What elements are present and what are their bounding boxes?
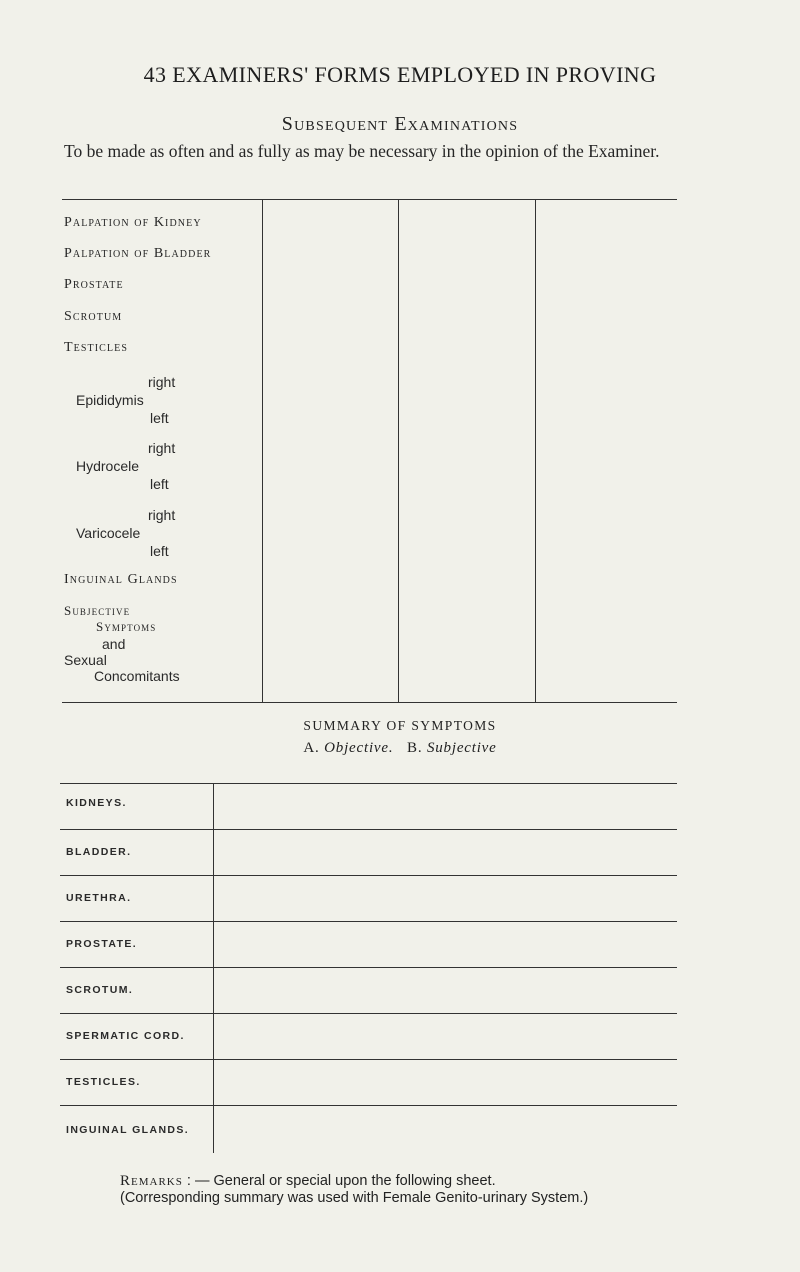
row-label-prostate: Prostate bbox=[64, 277, 124, 292]
summary-row-label: TESTICLES. bbox=[66, 1076, 141, 1088]
varicocele-right: right bbox=[148, 507, 176, 523]
summary-b-prefix: B. bbox=[407, 740, 423, 756]
summary-a-label: Objective. bbox=[324, 740, 394, 756]
column-divider bbox=[398, 199, 399, 702]
summary-b-label: Subjective bbox=[426, 740, 497, 756]
summary-row-label: INGUINAL GLANDS. bbox=[66, 1124, 190, 1136]
table-bottom-rule bbox=[62, 702, 677, 703]
remarks-line bbox=[120, 1173, 740, 1190]
summary-row-rule bbox=[60, 1059, 677, 1060]
table-top-rule bbox=[62, 199, 677, 200]
summary-row-label: KIDNEYS. bbox=[66, 797, 127, 809]
summary-title: SUMMARY OF SYMPTOMS bbox=[303, 718, 497, 733]
summary-row-label: URETHRA. bbox=[66, 892, 132, 904]
column-divider bbox=[262, 199, 263, 702]
summary-top-rule bbox=[60, 783, 677, 784]
summary-row-label: PROSTATE. bbox=[66, 938, 138, 950]
intro-paragraph: To be made as often and as fully as may be necessary in the opinion of the Examiner. bbox=[64, 141, 660, 161]
section-heading: Subsequent Examinations bbox=[281, 113, 519, 135]
row-label-scrotum: Scrotum bbox=[64, 309, 123, 324]
remarks bbox=[120, 1173, 740, 1207]
summary-row-rule bbox=[60, 967, 677, 968]
summary-row-rule bbox=[60, 875, 677, 876]
summary-row-label: BLADDER. bbox=[66, 846, 132, 858]
row-label-inguinal: Inguinal Glands bbox=[64, 572, 178, 587]
epididymis-right: right bbox=[148, 374, 176, 390]
hydrocele-left: left bbox=[150, 476, 169, 492]
row-label-kidney: Palpation of Kidney bbox=[64, 215, 202, 230]
remarks-text: : — General or special upon the following sheet. bbox=[186, 1173, 496, 1189]
row-label-bladder: Palpation of Bladder bbox=[64, 246, 212, 261]
epididymis-left: left bbox=[150, 410, 169, 426]
summary-row-rule bbox=[60, 1105, 677, 1106]
varicocele-label: Varicocele bbox=[76, 525, 141, 541]
hydrocele-right: right bbox=[148, 440, 176, 456]
subjective-line2: Symptoms bbox=[96, 619, 157, 634]
summary-row-rule bbox=[60, 921, 677, 922]
row-label-testicles: Testicles bbox=[64, 340, 129, 355]
varicocele-left: left bbox=[150, 543, 169, 559]
epididymis-label: Epididymis bbox=[76, 392, 144, 408]
hydrocele-label: Hydrocele bbox=[76, 458, 140, 474]
summary-column-divider bbox=[213, 783, 214, 1153]
summary-row-label: SCROTUM. bbox=[66, 984, 134, 996]
remarks-note: (Corresponding summary was used with Female Genito-urinary System.) bbox=[120, 1190, 589, 1206]
summary-row-label: SPERMATIC CORD. bbox=[66, 1030, 185, 1042]
subjective-line5: Concomitants bbox=[94, 668, 180, 684]
summary-a-prefix: A. bbox=[303, 740, 320, 756]
summary-subtitle bbox=[0, 740, 800, 757]
remarks-label: Remarks bbox=[120, 1173, 183, 1189]
summary-row-rule bbox=[60, 1013, 677, 1014]
summary-row-rule bbox=[60, 829, 677, 830]
subjective-line1: Subjective bbox=[64, 603, 131, 618]
column-divider bbox=[535, 199, 536, 702]
page-header: 43 EXAMINERS' FORMS EMPLOYED IN PROVING bbox=[143, 62, 657, 87]
subjective-line4: Sexual bbox=[64, 652, 107, 668]
subjective-line3: and bbox=[102, 636, 126, 652]
